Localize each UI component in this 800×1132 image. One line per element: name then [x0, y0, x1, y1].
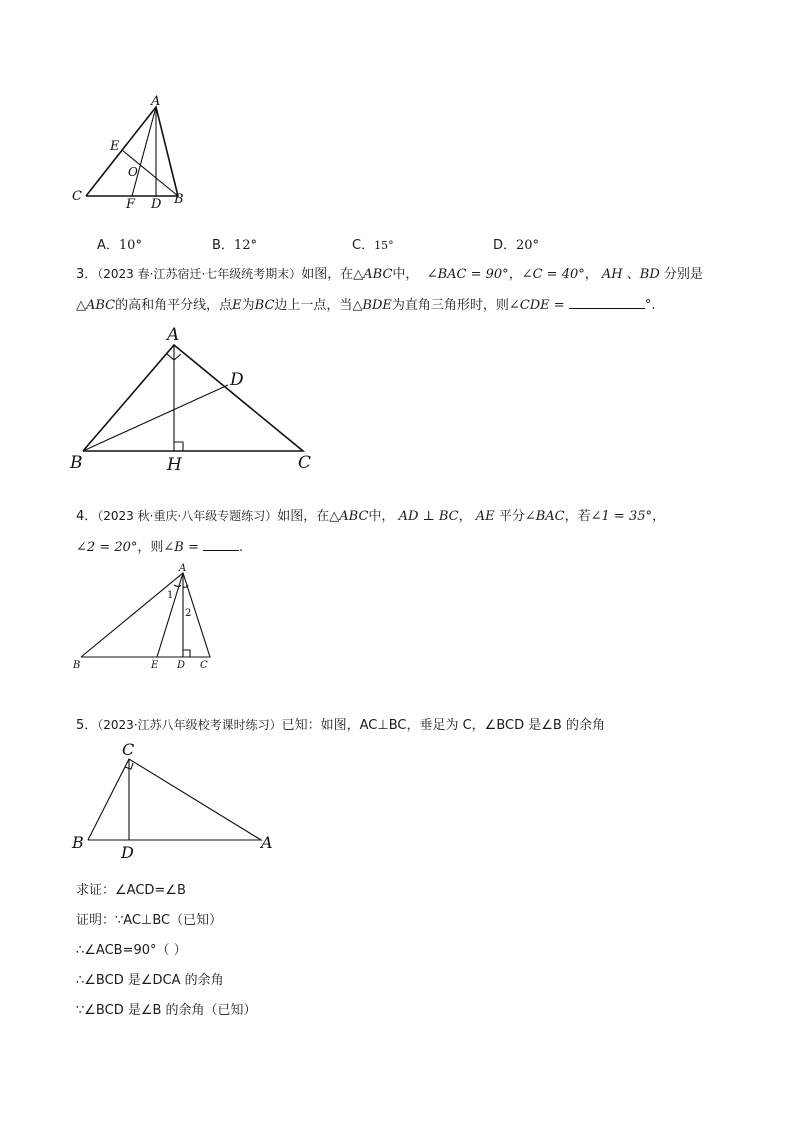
q3-sep1: ，: [508, 267, 522, 282]
q4-text5: ，则: [137, 540, 164, 555]
fig4-label-1: 1: [167, 590, 174, 601]
fig1-label-b: B: [174, 192, 184, 207]
q3-text1: 如图，在: [301, 267, 354, 282]
q2-option-a[interactable]: [97, 234, 142, 253]
q3-text3: 分别是: [663, 267, 703, 282]
q4-ae: AE: [475, 509, 495, 524]
q4-line-2: [76, 538, 243, 558]
fig3-label-d: D: [230, 370, 244, 390]
q3-sep3: 、: [626, 267, 640, 282]
q2-option-c-value: 15°: [374, 239, 394, 252]
q2-option-d-letter: D．: [493, 238, 517, 253]
q2-option-b[interactable]: [212, 234, 257, 253]
figure-q2-svg: [70, 90, 200, 210]
q4-bac: ∠BAC: [524, 509, 565, 524]
fig1-triangle-abc: [86, 107, 178, 196]
fig4-label-d: D: [177, 660, 186, 671]
fig4-label-e: E: [151, 660, 159, 671]
fig5-label-b: B: [72, 833, 84, 852]
q2-option-b-value: 12°: [233, 238, 257, 253]
q3-sep2: ，: [584, 267, 598, 282]
figure-q3-triangle: [70, 322, 330, 475]
q4-triangle: △ABC: [329, 509, 369, 524]
figure-q4-svg: [70, 560, 220, 672]
proof-line-2: 证明：∵AC⊥BC（已知）: [76, 913, 223, 928]
q3-cond2: ∠C = 40°: [521, 267, 585, 282]
q4-source: （2023 秋·重庆·八年级专题练习）: [97, 509, 278, 523]
fig3-triangle-abc: [83, 345, 303, 451]
fig4-angle-arc-1: [174, 585, 181, 587]
q4-text1: 如图，在: [277, 509, 330, 524]
q3-bd: BD: [639, 267, 660, 282]
q3-line2-c: 边上一点，当: [274, 298, 353, 313]
q3-cond1: ∠BAC = 90°: [426, 267, 509, 282]
q5-source: （2023·江苏八年级校考课时练习）: [97, 718, 282, 732]
q4-sep2: ，: [652, 509, 666, 524]
fig1-line-af: [132, 107, 156, 196]
fig5-triangle-abc: [88, 759, 261, 840]
q3-answer-blank[interactable]: [569, 296, 645, 309]
q3-triangle: △ABC: [353, 267, 393, 282]
fig3-right-angle-h: [174, 442, 183, 451]
fig5-label-d: D: [121, 843, 134, 862]
fig5-label-c: C: [122, 740, 135, 759]
q4-perpendicular: AD ⊥ BC: [398, 509, 459, 524]
figure-q3-svg: [70, 322, 330, 475]
q2-option-c[interactable]: [352, 234, 394, 253]
q3-point-e: E: [232, 298, 242, 313]
q3-cde: ∠CDE =: [508, 298, 565, 313]
proof-line-5: ∵∠BCD 是∠B 的余角（已知）: [76, 1003, 257, 1018]
q3-line2-b: 为: [241, 298, 255, 313]
q3-bde: △BDE: [352, 298, 392, 313]
q3-source: （2023 春·江苏宿迁·七年级统考期末）: [97, 267, 302, 281]
q4-end: .: [239, 540, 244, 555]
fig1-label-e: E: [110, 139, 120, 154]
proof-line-3: ∴∠ACB=90°（ ）: [76, 943, 187, 958]
q4-sep1: ，: [458, 509, 472, 524]
fig4-bisector-ae: [157, 573, 183, 657]
q2-option-a-value: 10°: [118, 238, 142, 253]
figure-q5-svg: [70, 738, 280, 863]
fig1-label-c: C: [72, 189, 82, 204]
q4-text3: 平分: [498, 509, 525, 524]
fig4-label-b: B: [73, 660, 81, 671]
q3-line2-end: °.: [644, 298, 656, 313]
fig1-label-o: O: [128, 165, 138, 179]
fig1-label-a: A: [151, 94, 161, 109]
q3-bc: BC: [254, 298, 275, 313]
figure-q5-triangle: [70, 738, 280, 863]
q3-text2: 中，: [392, 267, 419, 282]
proof-line-4: ∴∠BCD 是∠DCA 的余角: [76, 973, 224, 988]
q2-option-a-letter: A．: [97, 238, 119, 253]
fig3-label-a: A: [167, 325, 180, 345]
fig3-label-h: H: [167, 455, 182, 475]
fig4-right-angle-d: [183, 650, 190, 657]
fig3-bisector-bd: [83, 385, 228, 451]
q2-option-b-letter: B．: [212, 238, 234, 253]
q3-line-1: [76, 264, 703, 285]
figure-q2-triangle: [70, 90, 200, 210]
fig3-label-b: B: [70, 453, 83, 473]
q3-line2-triangle: △ABC: [76, 298, 116, 313]
q4-angle-b: ∠B =: [163, 540, 199, 555]
q4-line-1: [76, 506, 665, 527]
q4-angle1: ∠1 = 35°: [590, 509, 652, 524]
fig4-label-c: C: [200, 660, 208, 671]
q4-angle2: ∠2 = 20°: [76, 540, 138, 555]
q3-number: 3．: [76, 267, 98, 282]
fig4-label-2: 2: [185, 608, 192, 619]
q5-number: 5．: [76, 718, 98, 733]
q3-line2-d: 为直角三角形时，则: [391, 298, 509, 313]
q2-option-d[interactable]: [493, 234, 539, 253]
q4-text2: 中，: [368, 509, 395, 524]
q3-line-2: [76, 296, 655, 316]
q3-line2-a: 的高和角平分线，点: [115, 298, 233, 313]
fig4-label-a: A: [179, 563, 187, 574]
q2-option-c-letter: C．: [352, 238, 375, 253]
q4-answer-blank[interactable]: [203, 538, 239, 551]
fig3-label-c: C: [298, 453, 312, 473]
q4-text4: ，若: [564, 509, 591, 524]
fig1-label-d: D: [151, 197, 162, 212]
q3-ah: AH: [601, 267, 623, 282]
q4-number: 4．: [76, 509, 98, 524]
figure-q4-triangle: [70, 560, 220, 672]
q2-option-d-value: 20°: [516, 238, 540, 253]
q5-line-1: [76, 715, 605, 736]
q5-statement: 已知：如图，AC⊥BC，垂足为 C，∠BCD 是∠B 的余角: [281, 718, 605, 733]
proof-line-1: 求证：∠ACD=∠B: [76, 883, 186, 898]
fig1-label-f: F: [126, 197, 136, 212]
fig5-label-a: A: [261, 833, 273, 852]
